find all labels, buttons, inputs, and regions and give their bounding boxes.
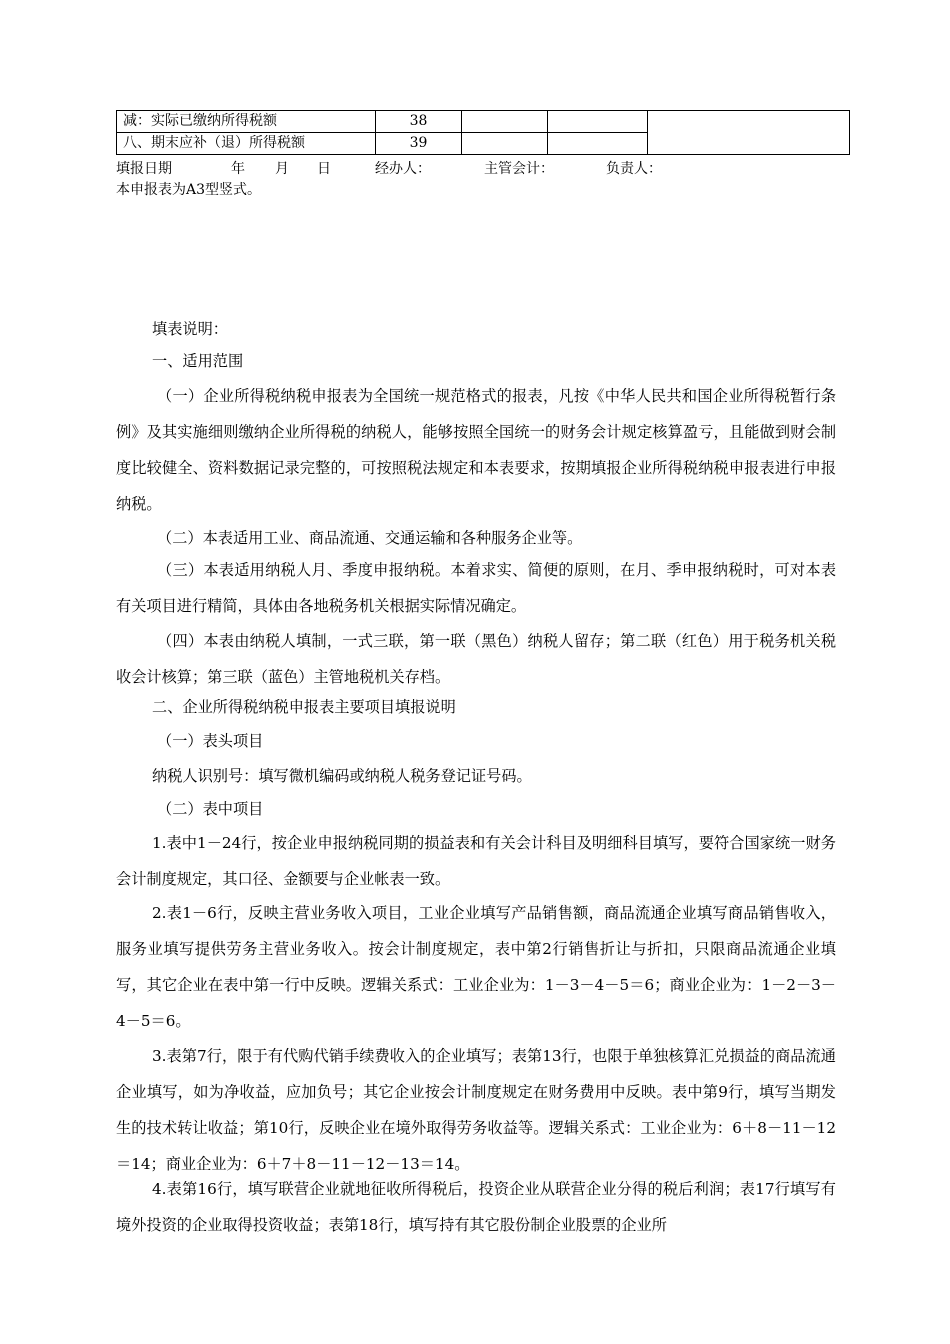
paragraph: 2.表1－6行，反映主营业务收入项目，工业企业填写产品销售额，商品流通企业填写商品销售收入，服务业填写提供劳务主营业务收入。按会计制度规定，表中第2行销售折让与折扣，只限商品流通企业填写，其它企业在表中第一行中反映。逻辑关系式：工业企业为：1－3－4－5＝6；商业企业为：1－2－3－4－5＝6。 <box>116 904 836 1030</box>
fill-date-label: 填报日期 <box>116 161 172 177</box>
subsection-title: （一）表头项目 <box>157 732 264 750</box>
value-cell[interactable] <box>462 133 548 155</box>
handler-label: 经办人： <box>375 161 431 177</box>
day-label: 日 <box>317 161 331 177</box>
value-cell[interactable] <box>548 111 648 133</box>
row-number: 38 <box>376 111 462 133</box>
section-1-title: 一、适用范围 <box>152 352 244 370</box>
paragraph: 4.表第16行，填写联营企业就地征收所得税后，投资企业从联营企业分得的税后利润；表17行填写有境外投资的企业取得投资收益；表第18行，填写持有其它股份制企业股票的企业所 <box>116 1180 836 1234</box>
value-cell[interactable] <box>548 133 648 155</box>
tax-return-table <box>116 110 850 155</box>
signature-line <box>116 159 716 179</box>
responsible-label: 负责人： <box>606 161 662 177</box>
subsection-title: （二）表中项目 <box>157 800 264 818</box>
paragraph: （一）企业所得税纳税申报表为全国统一规范格式的报表，凡按《中华人民共和国企业所得税暂行条例》及其实施细则缴纳企业所得税的纳税人，能够按照全国统一的财务会计规定核算盈亏，且能做到财会制度比较健全、资料数据记录完整的，可按照税法规定和本表要求，按期填报企业所得税纳税申报表进行申报纳税。 <box>116 387 836 513</box>
section-2-title: 二、企业所得税纳税申报表主要项目填报说明 <box>152 698 456 716</box>
form-size-note: 本申报表为A3型竖式。 <box>116 182 262 198</box>
value-cell[interactable] <box>462 111 548 133</box>
paragraph: （二）本表适用工业、商品流通、交通运输和各种服务企业等。 <box>157 529 583 547</box>
paragraph: 3.表第7行，限于有代购代销手续费收入的企业填写；表第13行，也限于单独核算汇兑损益的商品流通企业填写，如为净收益，应加负号；其它企业按会计制度规定在财务费用中反映。表中第9行，填写当期发生的技术转让收益；第10行，反映企业在境外取得劳务收益等。逻辑关系式：工业企业为：6＋8－11－12＝14；商业企业为：6＋7＋8－11－12－13＝14。 <box>116 1047 836 1173</box>
instructions-title: 填表说明： <box>152 320 228 338</box>
row-number: 39 <box>376 133 462 155</box>
paragraph: （三）本表适用纳税人月、季度申报纳税。本着求实、简便的原则，在月、季申报纳税时，可对本表有关项目进行精简，具体由各地税务机关根据实际情况确定。 <box>116 561 836 615</box>
table-row <box>117 111 850 133</box>
paragraph: （四）本表由纳税人填制，一式三联，第一联（黑色）纳税人留存；第二联（红色）用于税务机关税收会计核算；第三联（蓝色）主管地税机关存档。 <box>116 632 836 686</box>
year-label: 年 <box>231 161 245 177</box>
row-label: 减：实际已缴纳所得税额 <box>117 111 376 133</box>
value-cell[interactable] <box>648 111 850 155</box>
month-label: 月 <box>275 161 289 177</box>
paragraph: 纳税人识别号：填写微机编码或纳税人税务登记证号码。 <box>152 767 532 785</box>
row-label: 八、期末应补（退）所得税额 <box>117 133 376 155</box>
paragraph: 1.表中1－24行，按企业申报纳税同期的损益表和有关会计科目及明细科目填写，要符合国家统一财务会计制度规定，其口径、金额要与企业帐表一致。 <box>116 834 836 888</box>
chief-accountant-label: 主管会计： <box>484 161 554 177</box>
